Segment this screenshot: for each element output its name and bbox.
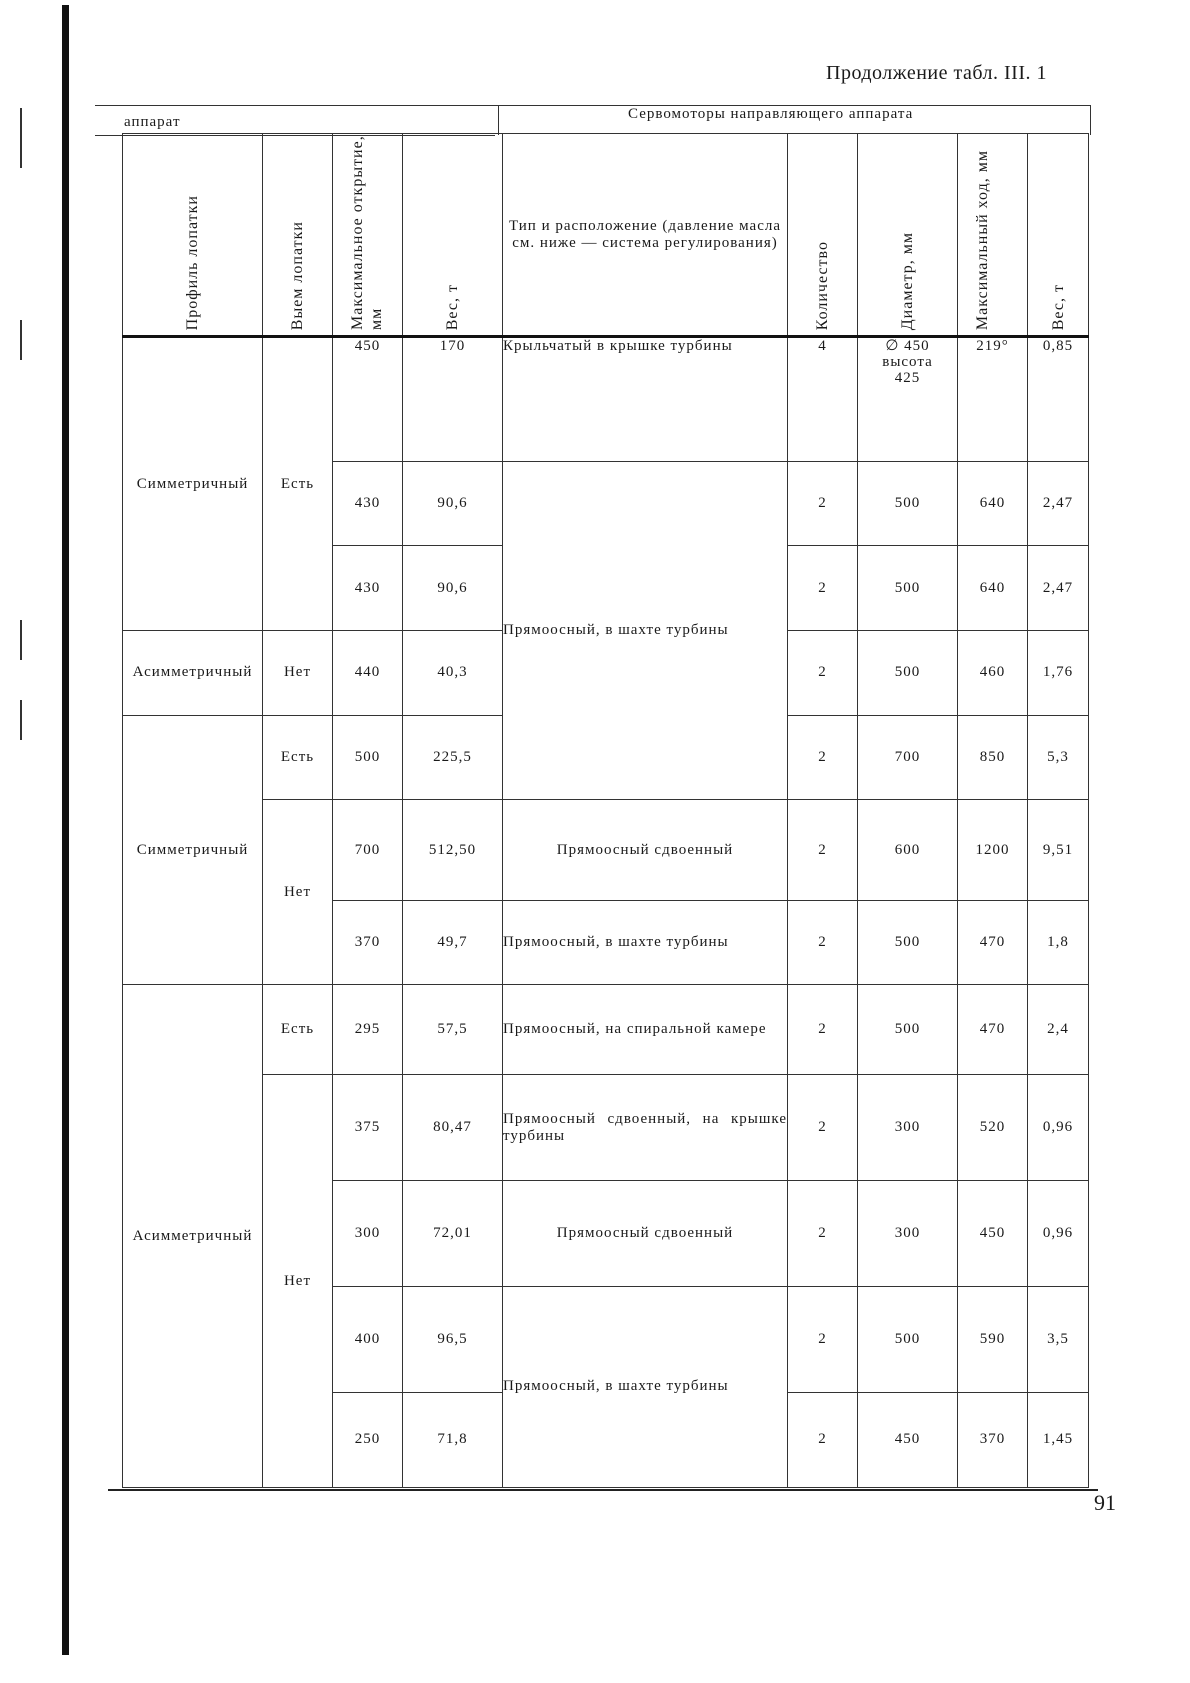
opening-cell: 295 [333, 985, 403, 1075]
header-weight-right: Вес, т [1028, 134, 1089, 337]
stroke-cell: 470 [958, 900, 1028, 985]
weight-s-cell: 5,3 [1028, 715, 1089, 800]
table-row [123, 985, 1089, 1075]
type-cell: Крыльчатый в крышке турбины [503, 337, 788, 462]
diameter-cell: 500 [858, 985, 958, 1075]
opening-cell: 300 [333, 1181, 403, 1287]
opening-cell: 400 [333, 1286, 403, 1392]
header-row [123, 134, 1089, 337]
opening-cell: 250 [333, 1392, 403, 1487]
weight-cell: 90,6 [403, 461, 503, 546]
weight-s-cell: 0,85 [1028, 337, 1089, 462]
header-max-opening: Максимальное открытие, мм [333, 134, 403, 337]
type-cell: Прямоосный сдвоенный [503, 1181, 788, 1287]
diameter-cell: 300 [858, 1075, 958, 1181]
weight-s-cell: 3,5 [1028, 1286, 1089, 1392]
stroke-cell: 470 [958, 985, 1028, 1075]
opening-cell: 700 [333, 800, 403, 901]
weight-s-cell: 2,47 [1028, 461, 1089, 546]
group-header-right: Сервомоторы направляющего аппарата [628, 106, 914, 122]
weight-s-cell: 1,8 [1028, 900, 1089, 985]
weight-s-cell: 2,47 [1028, 546, 1089, 631]
diameter-cell: 500 [858, 461, 958, 546]
weight-cell: 49,7 [403, 900, 503, 985]
weight-cell: 57,5 [403, 985, 503, 1075]
diameter-cell: 300 [858, 1181, 958, 1287]
weight-cell: 512,50 [403, 800, 503, 901]
header-quantity: Количество [788, 134, 858, 337]
header-weight-left: Вес, т [403, 134, 503, 337]
recess-cell: Нет [263, 631, 333, 716]
profile-cell: Симметричный [123, 715, 263, 985]
weight-cell: 225,5 [403, 715, 503, 800]
margin-mark [20, 700, 22, 740]
book-spine-shadow [62, 5, 69, 1655]
weight-s-cell: 2,4 [1028, 985, 1089, 1075]
weight-s-cell: 0,96 [1028, 1075, 1089, 1181]
recess-cell: Нет [263, 800, 333, 985]
quantity-cell: 2 [788, 900, 858, 985]
bottom-rule [108, 1489, 1098, 1491]
opening-cell: 375 [333, 1075, 403, 1181]
profile-cell: Асимметричный [123, 985, 263, 1488]
table-row [123, 337, 1089, 462]
quantity-cell: 2 [788, 1181, 858, 1287]
stroke-cell: 640 [958, 546, 1028, 631]
quantity-cell: 4 [788, 337, 858, 462]
weight-s-cell: 0,96 [1028, 1181, 1089, 1287]
type-cell: Прямоосный, в шахте турбины [503, 1286, 788, 1487]
opening-cell: 440 [333, 631, 403, 716]
diameter-cell: 450 [858, 1392, 958, 1487]
header-recess: Выем лопатки [263, 134, 333, 337]
margin-mark [20, 108, 22, 168]
weight-cell: 80,47 [403, 1075, 503, 1181]
type-cell: Прямоосный сдвоенный, на крышке турбины [503, 1075, 788, 1181]
weight-cell: 71,8 [403, 1392, 503, 1487]
weight-s-cell: 1,76 [1028, 631, 1089, 716]
opening-cell: 500 [333, 715, 403, 800]
group-right-edge [1090, 105, 1091, 135]
recess-cell: Есть [263, 337, 333, 631]
diameter-cell: ∅ 450 высота 425 [858, 337, 958, 462]
header-diameter: Диаметр, мм [858, 134, 958, 337]
stroke-cell: 450 [958, 1181, 1028, 1287]
diameter-cell: 500 [858, 546, 958, 631]
margin-mark [20, 620, 22, 660]
quantity-cell: 2 [788, 461, 858, 546]
opening-cell: 370 [333, 900, 403, 985]
quantity-cell: 2 [788, 800, 858, 901]
stroke-cell: 460 [958, 631, 1028, 716]
profile-cell: Асимметричный [123, 631, 263, 716]
diameter-cell: 500 [858, 1286, 958, 1392]
stroke-cell: 850 [958, 715, 1028, 800]
data-table [122, 133, 1089, 1488]
type-cell: Прямоосный, в шахте турбины [503, 900, 788, 985]
quantity-cell: 2 [788, 1286, 858, 1392]
table-row [123, 1075, 1089, 1181]
stroke-cell: 520 [958, 1075, 1028, 1181]
header-profile: Профиль лопатки [123, 134, 263, 337]
header-type: Тип и расположение (давление масла см. ниже — система регулирования) [503, 134, 788, 337]
weight-cell: 40,3 [403, 631, 503, 716]
weight-s-cell: 1,45 [1028, 1392, 1089, 1487]
weight-cell: 72,01 [403, 1181, 503, 1287]
opening-cell: 430 [333, 546, 403, 631]
diameter-cell: 500 [858, 631, 958, 716]
stroke-cell: 370 [958, 1392, 1028, 1487]
table-row [123, 800, 1089, 901]
type-cell: Прямоосный, в шахте турбины [503, 461, 788, 800]
stroke-cell: 640 [958, 461, 1028, 546]
stroke-cell: 590 [958, 1286, 1028, 1392]
quantity-cell: 2 [788, 1392, 858, 1487]
quantity-cell: 2 [788, 546, 858, 631]
quantity-cell: 2 [788, 631, 858, 716]
quantity-cell: 2 [788, 985, 858, 1075]
diameter-cell: 500 [858, 900, 958, 985]
recess-cell: Нет [263, 1075, 333, 1488]
stroke-cell: 219° [958, 337, 1028, 462]
type-cell: Прямоосный сдвоенный [503, 800, 788, 901]
quantity-cell: 2 [788, 715, 858, 800]
weight-cell: 90,6 [403, 546, 503, 631]
stroke-cell: 1200 [958, 800, 1028, 901]
weight-cell: 170 [403, 337, 503, 462]
recess-cell: Есть [263, 985, 333, 1075]
recess-cell: Есть [263, 715, 333, 800]
header-max-stroke: Максимальный ход, мм [958, 134, 1028, 337]
margin-mark [20, 320, 22, 360]
table-caption: Продолжение табл. III. 1 [826, 62, 1047, 84]
top-rule [95, 105, 1090, 106]
group-divider [498, 105, 499, 135]
weight-s-cell: 9,51 [1028, 800, 1089, 901]
group-header-left: аппарат [124, 114, 181, 130]
diameter-cell: 700 [858, 715, 958, 800]
diameter-cell: 600 [858, 800, 958, 901]
page-number: 91 [1094, 1490, 1116, 1515]
weight-cell: 96,5 [403, 1286, 503, 1392]
type-cell: Прямоосный, на спиральной камере [503, 985, 788, 1075]
opening-cell: 430 [333, 461, 403, 546]
opening-cell: 450 [333, 337, 403, 462]
quantity-cell: 2 [788, 1075, 858, 1181]
profile-cell: Симметричный [123, 337, 263, 631]
